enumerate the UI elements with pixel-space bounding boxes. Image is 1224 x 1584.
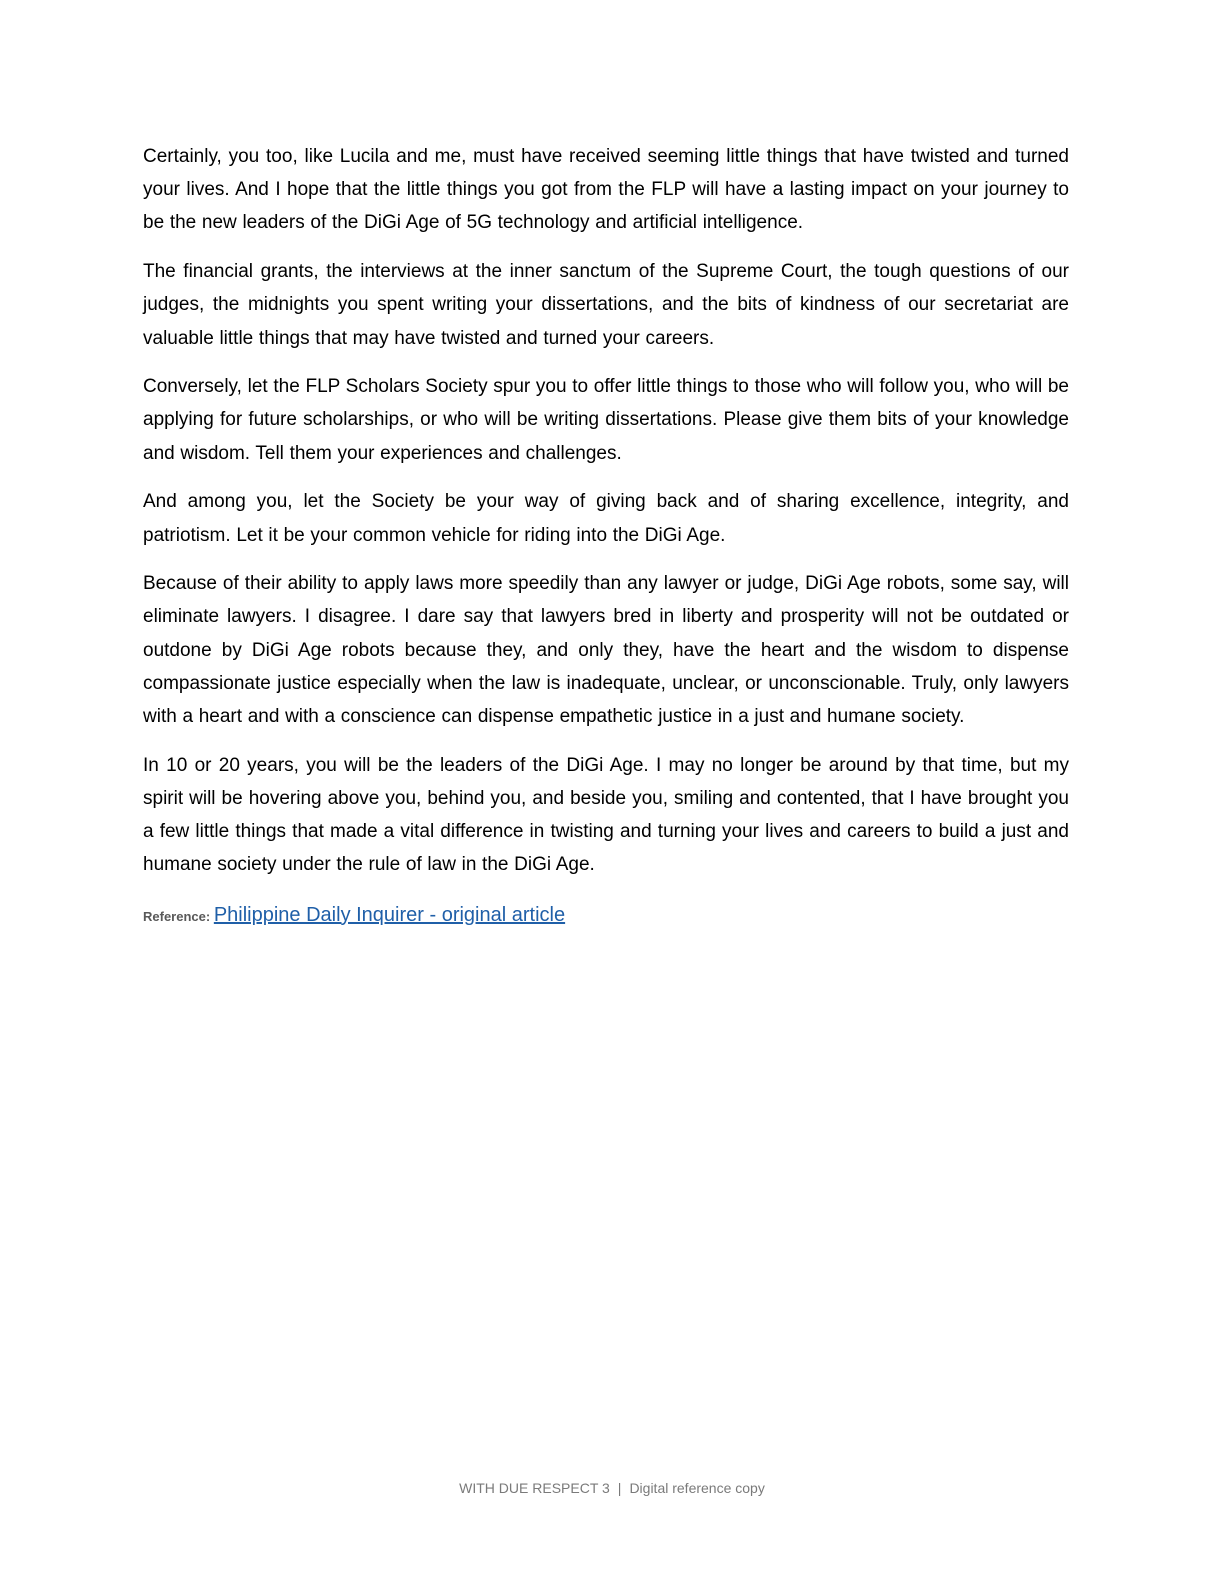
paragraph-1: Certainly, you too, like Lucila and me, must have received seeming little things that have twisted and turned your lives. And I hope that the little things you got from the FLP will have a lasting impact on your journey to be the new leaders of the DiGi Age of 5G technology and artificial intelligence. [143,146,1069,234]
page-footer [0,1478,1224,1498]
paragraph-6: In 10 or 20 years, you will be the leaders of the DiGi Age. I may no longer be around by that time, but my spirit will be hovering above you, behind you, and beside you, smiling and contented, that I have brought you a few little things that made a vital difference in twisting and turning your lives and careers to build a just and humane society under the rule of law in the DiGi Age. [143,754,1069,876]
reference-line [143,900,1069,932]
paragraph-4: And among you, let the Society be your way of giving back and of sharing excellence, integrity, and patriotism. Let it be your common vehicle for riding into the DiGi Age. [143,491,1069,546]
document-body [143,140,1069,932]
footer-copy-note: Digital reference copy [629,1480,765,1496]
paragraph-2: The financial grants, the interviews at the inner sanctum of the Supreme Court, the tough questions of our judges, the midnights you spent writing your dissertations, and the bits of kindness of our secretariat are valuable little things that may have twisted and turned your careers. [143,261,1069,349]
paragraph-5: Because of their ability to apply laws more speedily than any lawyer or judge, DiGi Age robots, some say, will eliminate lawyers. I disagree. I dare say that lawyers bred in liberty and prosperity will not be outdated or outdone by DiGi Age robots because they, and only they, have the heart and the wisdom to dispense compassionate justice especially when the law is inadequate, unclear, or unconscionable. Truly, only lawyers with a heart and with a conscience can dispense empathetic justice in a just and humane society. [143,573,1069,728]
reference-label: Reference: [143,908,211,924]
reference-link[interactable]: Philippine Daily Inquirer - original article [213,903,566,926]
paragraph-3: Conversely, let the FLP Scholars Society spur you to offer little things to those who will follow you, who will be applying for future scholarships, or who will be writing dissertations. Please give them bits of your knowledge and wisdom. Tell them your experiences and challenges. [143,376,1069,464]
footer-running-title: WITH DUE RESPECT 3 [459,1480,610,1496]
footer-separator: | [617,1480,622,1496]
